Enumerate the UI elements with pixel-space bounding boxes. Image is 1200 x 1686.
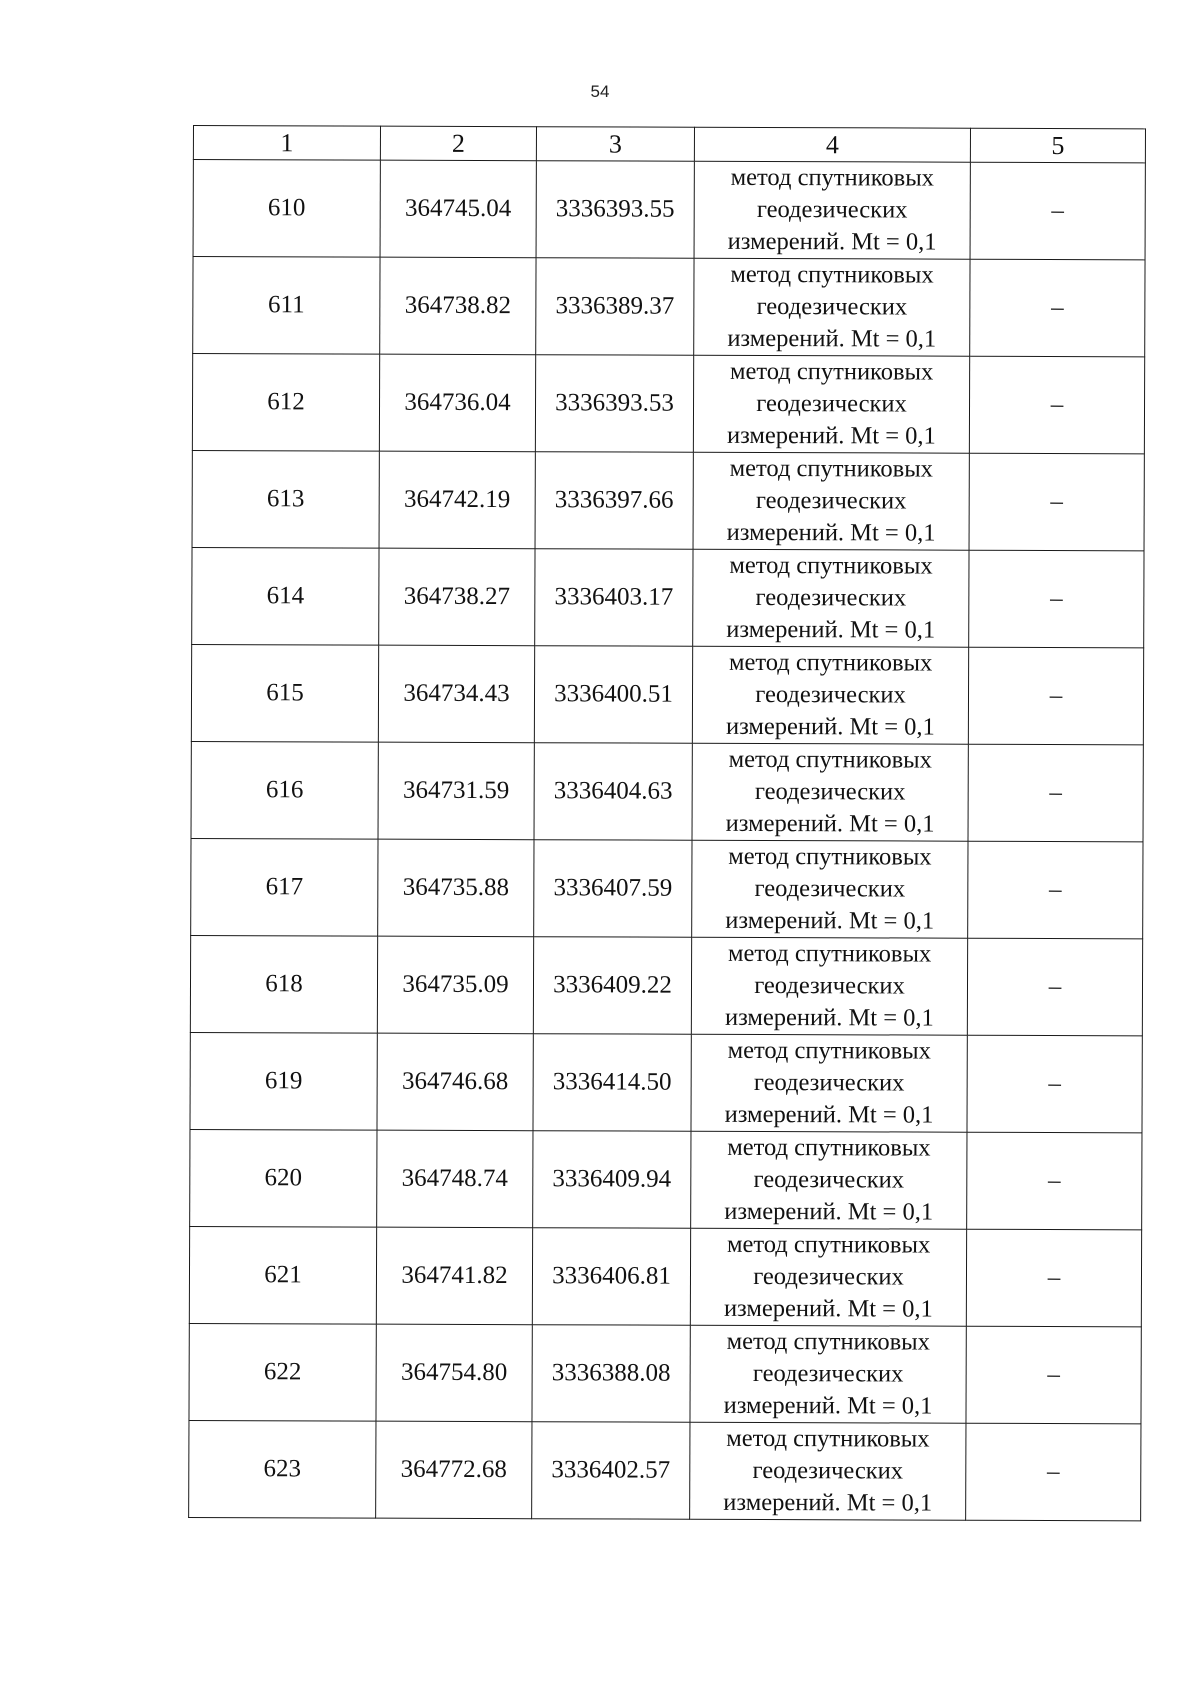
point-number-cell: 622 [189, 1323, 376, 1421]
method-line: геодезических [756, 195, 908, 224]
method-cell [691, 937, 967, 1035]
method-line: геодезических [752, 1456, 904, 1485]
y-coordinate-cell: 3336407.59 [534, 840, 692, 938]
note-cell: – [969, 550, 1144, 648]
table-row [189, 1323, 1141, 1423]
note-cell: – [966, 1423, 1141, 1521]
method-cell [693, 452, 969, 550]
method-line: метод спутниковых [726, 1230, 931, 1259]
point-number-cell: 623 [189, 1420, 376, 1518]
y-coordinate-cell: 3336388.08 [532, 1325, 690, 1423]
method-cell [690, 1422, 966, 1520]
method-line: метод спутниковых [729, 357, 934, 386]
y-coordinate-cell: 3336403.17 [535, 549, 693, 647]
x-coordinate-cell: 364742.19 [379, 451, 535, 549]
table-row [190, 1032, 1142, 1132]
x-coordinate-cell: 364735.88 [378, 839, 534, 937]
coordinates-table [188, 125, 1146, 1521]
table-row [190, 935, 1142, 1035]
table-row [192, 547, 1144, 647]
method-cell [692, 840, 968, 938]
point-number-cell: 610 [193, 160, 380, 258]
method-cell [694, 161, 970, 259]
x-coordinate-cell: 364772.68 [376, 1421, 532, 1519]
method-line: геодезических [755, 583, 907, 612]
method-line: метод спутниковых [728, 648, 933, 677]
point-number-cell: 619 [190, 1032, 377, 1130]
point-number-cell: 618 [190, 935, 377, 1033]
method-line: измерений. Mt = 0,1 [726, 518, 936, 547]
table-row [189, 1226, 1141, 1326]
note-cell: – [970, 162, 1145, 260]
y-coordinate-cell: 3336406.81 [532, 1228, 690, 1326]
x-coordinate-cell: 364754.80 [376, 1324, 532, 1422]
y-coordinate-cell: 3336409.22 [533, 937, 691, 1035]
method-line: метод спутниковых [729, 454, 933, 483]
method-line: измерений. Mt = 0,1 [724, 1197, 934, 1226]
y-coordinate-cell: 3336414.50 [533, 1034, 691, 1132]
y-coordinate-cell: 3336397.66 [535, 452, 693, 550]
table-row [193, 257, 1145, 357]
header-row [193, 126, 1145, 163]
method-cell [690, 1325, 966, 1423]
method-line: измерений. Mt = 0,1 [726, 421, 936, 450]
x-coordinate-cell: 364735.09 [377, 936, 533, 1034]
note-cell: – [966, 1326, 1141, 1424]
table-row [192, 450, 1144, 550]
method-line: геодезических [752, 1359, 904, 1388]
method-line: метод спутниковых [727, 939, 932, 968]
point-number-cell: 614 [192, 547, 379, 645]
method-line: измерений. Mt = 0,1 [725, 809, 935, 838]
x-coordinate-cell: 364741.82 [376, 1227, 532, 1325]
column-header-2: 2 [380, 126, 536, 161]
point-number-cell: 620 [190, 1129, 377, 1227]
note-cell: – [967, 1132, 1142, 1230]
table-row [190, 1129, 1142, 1229]
point-number-cell: 617 [191, 838, 378, 936]
note-cell: – [968, 841, 1143, 939]
method-line: измерений. Mt = 0,1 [723, 1488, 933, 1517]
note-cell: – [967, 938, 1142, 1036]
method-line: геодезических [754, 971, 905, 1000]
column-header-1: 1 [193, 126, 380, 161]
point-number-cell: 621 [189, 1226, 376, 1324]
method-line: геодезических [755, 486, 907, 515]
method-line: измерений. Mt = 0,1 [723, 1391, 933, 1420]
method-line: геодезических [753, 1262, 904, 1291]
x-coordinate-cell: 364738.82 [380, 257, 536, 355]
method-cell [693, 355, 969, 453]
method-line: измерений. Mt = 0,1 [724, 1100, 934, 1129]
method-line: геодезических [753, 1068, 905, 1097]
page-number: 54 [590, 82, 610, 101]
point-number-cell: 616 [191, 741, 378, 839]
table-row [193, 160, 1145, 260]
method-line: метод спутниковых [726, 1327, 930, 1356]
method-cell [693, 549, 969, 647]
table-row [189, 1420, 1141, 1520]
column-header-4: 4 [694, 127, 970, 162]
method-line: измерений. Mt = 0,1 [723, 1294, 933, 1323]
note-cell: – [968, 647, 1143, 745]
method-line: измерений. Mt = 0,1 [725, 712, 935, 741]
y-coordinate-cell: 3336404.63 [534, 743, 692, 841]
table-row [191, 741, 1143, 841]
method-line: измерений. Mt = 0,1 [724, 1003, 934, 1032]
method-line: метод спутниковых [728, 745, 932, 774]
method-line: метод спутниковых [729, 551, 933, 580]
note-cell: – [969, 356, 1144, 454]
note-cell: – [966, 1229, 1141, 1327]
column-header-5: 5 [970, 128, 1145, 163]
method-line: геодезических [756, 292, 908, 321]
method-line: геодезических [753, 1165, 905, 1194]
table-row [192, 354, 1144, 454]
x-coordinate-cell: 364746.68 [377, 1033, 533, 1131]
method-line: измерений. Mt = 0,1 [726, 615, 936, 644]
method-line: геодезических [755, 680, 906, 709]
table-row [191, 644, 1143, 744]
point-number-cell: 613 [192, 450, 379, 548]
x-coordinate-cell: 364748.74 [377, 1130, 533, 1228]
y-coordinate-cell: 3336393.55 [536, 161, 694, 259]
method-cell [691, 1131, 967, 1229]
table-row [191, 838, 1143, 938]
note-cell: – [968, 744, 1143, 842]
method-cell [692, 646, 968, 744]
method-line: метод спутниковых [730, 260, 934, 289]
method-line: измерений. Mt = 0,1 [727, 324, 937, 353]
point-number-cell: 612 [192, 354, 379, 452]
x-coordinate-cell: 364736.04 [379, 354, 535, 452]
point-number-cell: 611 [193, 257, 380, 355]
y-coordinate-cell: 3336402.57 [532, 1422, 690, 1520]
x-coordinate-cell: 364738.27 [379, 548, 535, 646]
method-line: геодезических [754, 874, 906, 903]
method-line: метод спутниковых [727, 1133, 931, 1162]
method-line: метод спутниковых [728, 842, 932, 871]
method-line: метод спутниковых [727, 1036, 931, 1065]
method-line: измерений. Mt = 0,1 [727, 227, 937, 256]
x-coordinate-cell: 364734.43 [378, 645, 534, 743]
method-cell [691, 1034, 967, 1132]
method-line: геодезических [756, 389, 907, 418]
y-coordinate-cell: 3336409.94 [533, 1131, 691, 1229]
column-header-3: 3 [536, 127, 694, 162]
method-cell [694, 258, 970, 356]
method-cell [690, 1228, 966, 1326]
method-line: метод спутниковых [726, 1424, 930, 1453]
point-number-cell: 615 [191, 644, 378, 742]
method-line: измерений. Mt = 0,1 [725, 906, 935, 935]
method-line: метод спутниковых [730, 163, 934, 192]
x-coordinate-cell: 364731.59 [378, 742, 534, 840]
method-cell [692, 743, 968, 841]
x-coordinate-cell: 364745.04 [380, 160, 536, 258]
y-coordinate-cell: 3336389.37 [536, 258, 694, 356]
method-line: геодезических [754, 777, 906, 806]
y-coordinate-cell: 3336400.51 [534, 646, 692, 744]
note-cell: – [969, 453, 1144, 551]
y-coordinate-cell: 3336393.53 [535, 355, 693, 453]
note-cell: – [967, 1035, 1142, 1133]
table-body [189, 160, 1146, 1521]
note-cell: – [970, 259, 1145, 357]
table-header [193, 126, 1145, 163]
